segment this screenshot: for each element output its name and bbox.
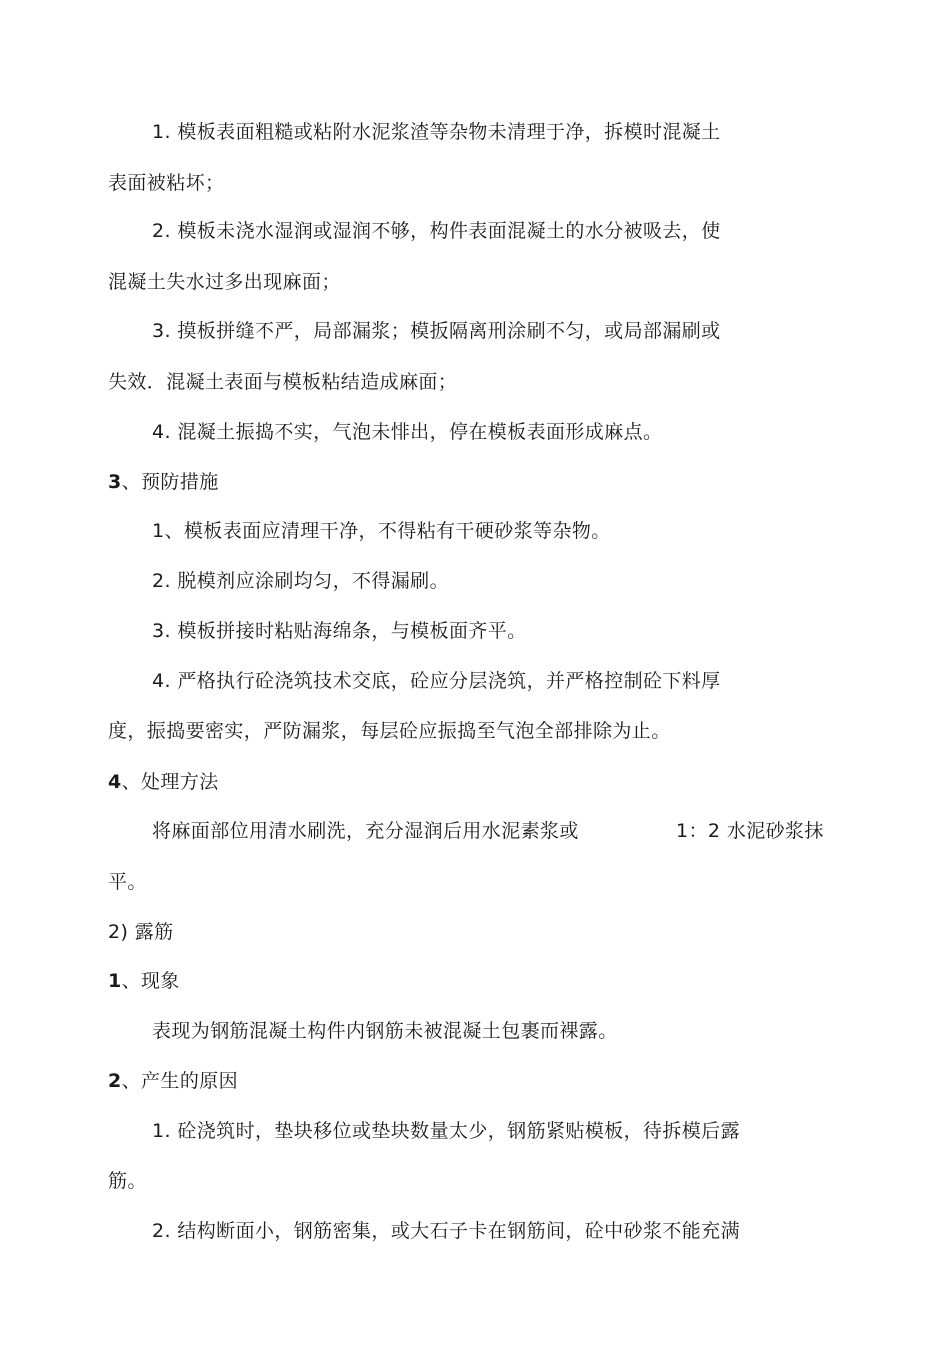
treatment-line-2: 平。	[108, 871, 147, 893]
prevention-item-2: 2. 脱模剂应涂刷均匀，不得漏刷。	[152, 570, 449, 592]
treatment-line-1-ratio: 1：2 水泥砂浆抹	[676, 820, 824, 842]
cause-1-line-1: 1. 模板表面粗糙或粘附水泥浆渣等杂物未清理于净，拆模时混凝土	[152, 121, 721, 143]
cause-4-line-1: 4. 混凝土振捣不实，气泡未悱出，停在模板表面形成麻点。	[152, 421, 663, 443]
rebar-cause-1-line-1: 1. 砼浇筑时，垫块移位或垫块数量太少，钢筋紧贴模板，待拆模后露	[152, 1120, 740, 1142]
treatment-line-1-text: 将麻面部位用清水刷洗，充分湿润后用水泥素浆或	[152, 820, 579, 842]
cause-1-line-2: 表面被粘坏；	[108, 172, 225, 194]
section-3-heading	[108, 470, 219, 494]
subsection-2-heading: 2) 露筋	[108, 921, 174, 943]
section-4-number: 4	[108, 771, 122, 793]
section-3-title: 、预防措施	[121, 471, 219, 493]
cause-3-line-2: 失效．混凝土表面与模板粘结造成麻面；	[108, 371, 458, 393]
cause-2-line-2: 混凝土失水过多出现麻面；	[108, 271, 341, 293]
prevention-item-3: 3. 模板拼接时粘贴海绵条，与模板面齐平。	[152, 620, 527, 642]
rebar-causes-title: 、产生的原因	[121, 1070, 239, 1092]
rebar-phenomenon-title: 、现象	[121, 970, 180, 992]
rebar-phenomenon-text: 表现为钢筋混凝土构件内钢筋未被混凝土包裹而裸露。	[152, 1020, 618, 1042]
prevention-item-1: 1、模板表面应清理干净，不得粘有干硬砂浆等杂物。	[152, 520, 611, 542]
rebar-causes-number: 2	[108, 1070, 122, 1092]
section-4-heading	[108, 770, 219, 794]
prevention-item-4-line-1: 4. 严格执行砼浇筑技术交底，砼应分层浇筑，并严格控制砼下料厚	[152, 670, 721, 692]
rebar-cause-1-line-2: 筋。	[108, 1170, 147, 1192]
section-4-title: 、处理方法	[121, 771, 219, 793]
rebar-phenomenon-heading	[108, 969, 180, 993]
cause-2-line-1: 2. 模板未浇水湿润或湿润不够，构件表面混凝土的水分被吸去，使	[152, 220, 721, 242]
rebar-cause-2-line-1: 2. 结构断面小，钢筋密集，或大石子卡在钢筋间，砼中砂浆不能充满	[152, 1220, 740, 1242]
cause-3-line-1: 3. 摸板拼缝不严，局部漏浆；模扳隔离刑涂刷不匀，或局部漏刷或	[152, 320, 721, 342]
prevention-item-4-line-2: 度，振捣要密实，严防漏浆，每层砼应振捣至气泡全部排除为止。	[108, 720, 671, 742]
rebar-causes-heading	[108, 1069, 238, 1093]
section-3-number: 3	[108, 471, 122, 493]
rebar-phenomenon-number: 1	[108, 970, 122, 992]
